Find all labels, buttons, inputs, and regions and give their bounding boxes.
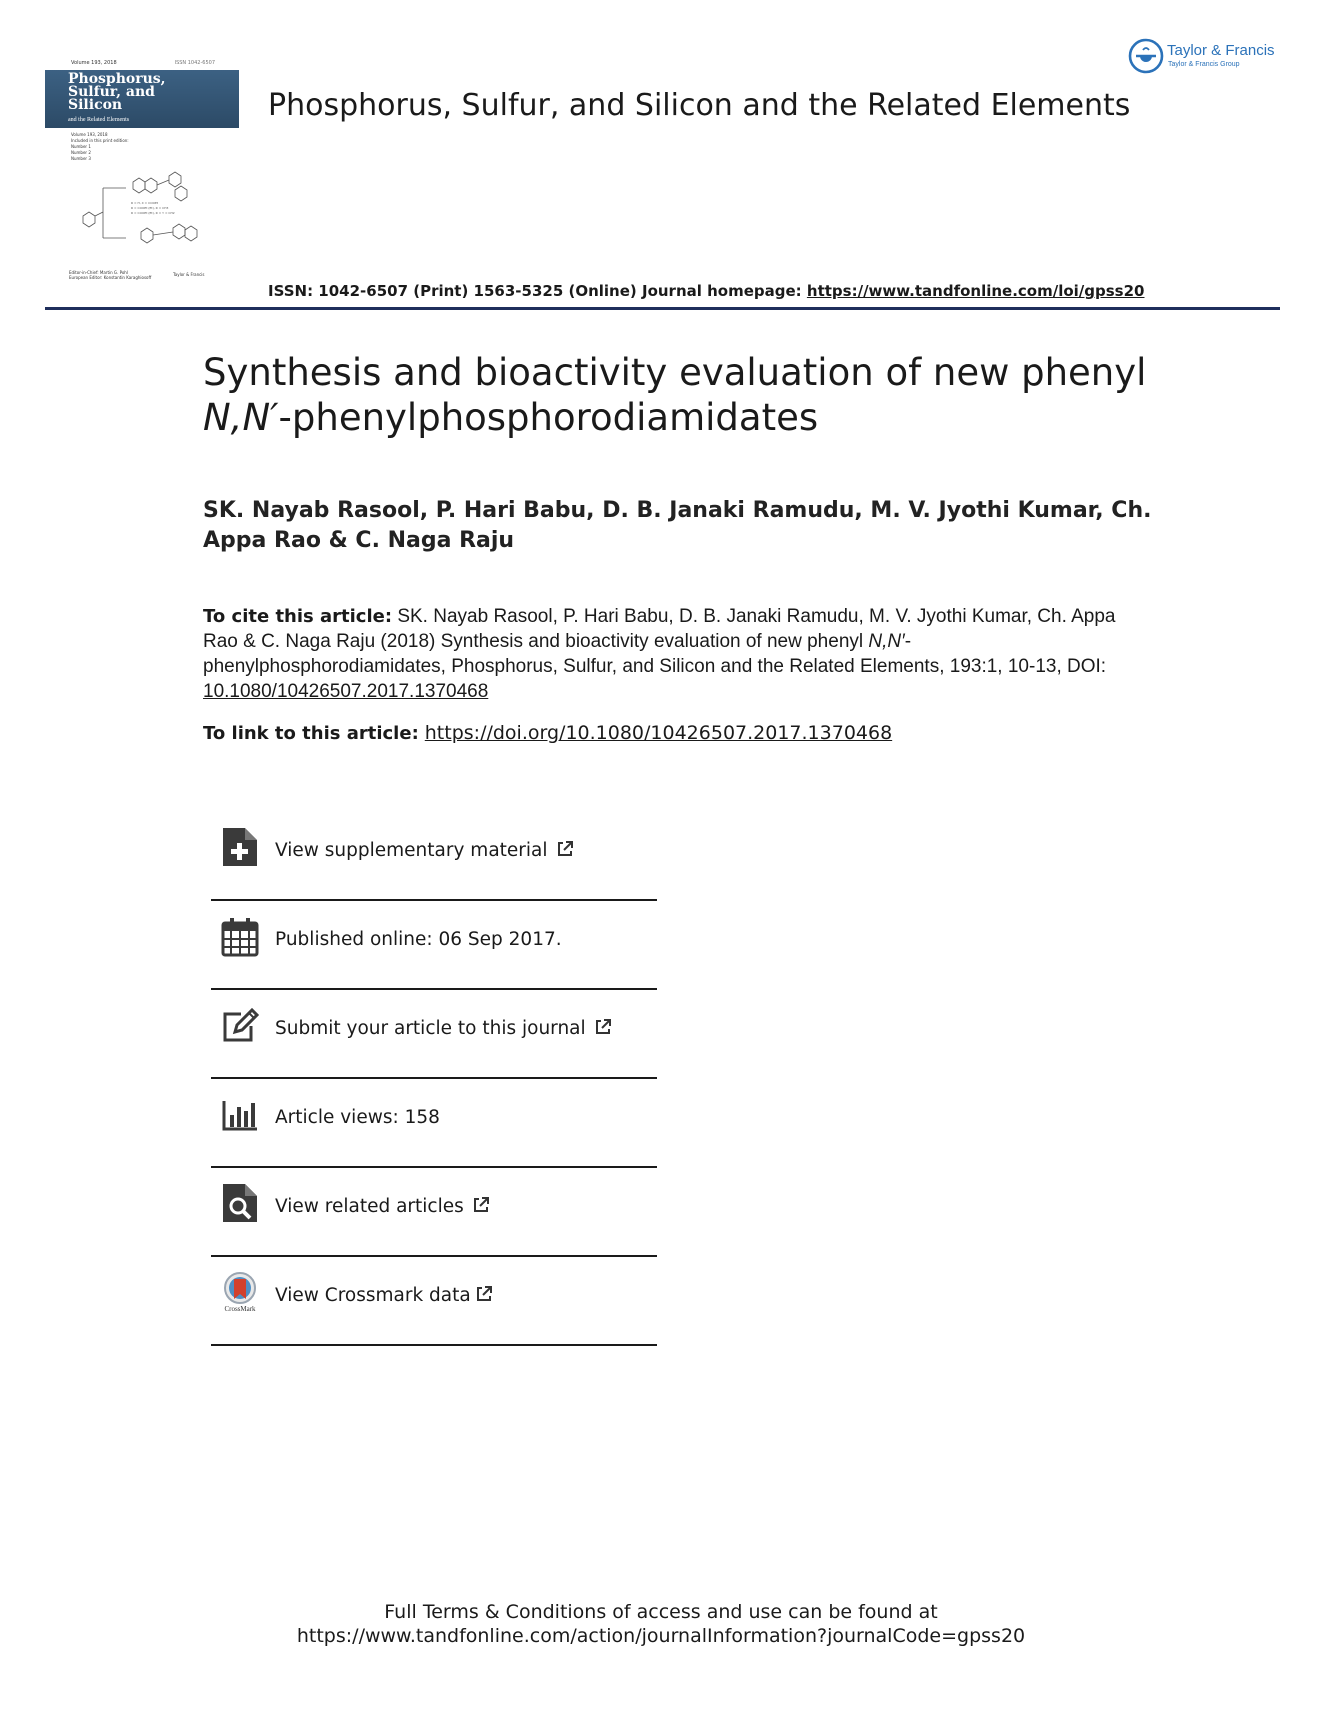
terms-url: https://www.tandfonline.com/action/journalInformation?journalCode=gpss20 (296, 1625, 1026, 1647)
calendar-icon (221, 915, 259, 957)
article-actions-list (211, 812, 657, 1346)
svg-text:R = COOEt (Et), R = CH3: R = COOEt (Et), R = CH3 (131, 206, 169, 210)
action-label: View related articles (275, 1196, 464, 1217)
action-label: View Crossmark data (275, 1285, 471, 1306)
terms-text: Full Terms & Conditions of access and use can be found at (384, 1601, 938, 1623)
search-file-icon (221, 1182, 259, 1224)
taylor-francis-logo[interactable] (1128, 38, 1288, 78)
cover-volume: Volume 193, 2018 (71, 60, 117, 66)
journal-homepage-link[interactable]: https://www.tandfonline.com/loi/gpss20 (806, 282, 1145, 300)
article-doi-link[interactable]: https://doi.org/10.1080/10426507.2017.1370468 (424, 722, 893, 744)
cover-subtitle: and the Related Elements (68, 117, 130, 123)
issn-text: ISSN: 1042-6507 (Print) 1563-5325 (Online) Journal homepage: (268, 282, 807, 300)
article-link-line (203, 722, 892, 744)
cover-publisher-mark: Taylor & Francis (173, 272, 205, 277)
submit-article-item[interactable] (211, 990, 657, 1079)
external-link-icon (594, 1018, 612, 1036)
external-link-icon (472, 1196, 490, 1214)
svg-text:R = H, X = COOEt: R = H, X = COOEt (131, 201, 159, 205)
citation-label: To cite this article: (203, 606, 393, 627)
cover-issn: ISSN 1042-6507 (174, 60, 215, 66)
cover-editors: Editor-in-Chief: Martin G. Pohl European Editor: Konstantin Karaghiosoff (69, 270, 152, 280)
cover-chemical-structures (71, 168, 221, 268)
journal-title: Phosphorus, Sulfur, and Silicon and the Related Elements (268, 88, 1131, 123)
crossmark-icon (221, 1271, 259, 1313)
published-online-item (211, 901, 657, 990)
terms-footer (0, 1600, 1322, 1648)
publisher-emblem-icon (1128, 38, 1164, 74)
article-authors: SK. Nayab Rasool, P. Hari Babu, D. B. Janaki Ramudu, M. V. Jyothi Kumar, Ch. Appa Rao & C. Naga Raju (203, 498, 1152, 553)
citation-block: To cite this article: SK. Nayab Rasool, P. Hari Babu, D. B. Janaki Ramudu, M. V. Jyothi Kumar, Ch. Appa Rao & C. Naga Raju (2018) Synthesis and bioactivity evaluation of new phenyl N,N′-phenylphosphorodiamidates, Phosphorus, Sulfur, and Silicon and the Related Elements, 193:1, 10-13, DOI: 10.1080/10426507.2017.1370468 (203, 606, 1116, 702)
action-label: View supplementary material (275, 840, 548, 861)
cover-title: Phosphorus, Sulfur, and Silicon (68, 71, 166, 113)
bar-chart-icon (221, 1093, 259, 1135)
citation-doi-link[interactable]: 10.1080/10426507.2017.1370468 (203, 681, 489, 702)
cover-contents: Volume 193, 2018 Included in this print edition: Number 1 Number 2 Number 3 (71, 132, 129, 161)
issn-line (268, 282, 1145, 300)
crossmark-caption: CrossMark (224, 1305, 256, 1313)
article-views-item (211, 1079, 657, 1168)
external-link-icon (475, 1285, 493, 1303)
edit-icon (221, 1004, 259, 1046)
publisher-name: Taylor & Francis (1167, 42, 1275, 59)
view-crossmark-item[interactable] (211, 1257, 657, 1346)
link-label: To link to this article: (203, 723, 419, 744)
svg-text:R = COOEt (Et), R = Y = CH2: R = COOEt (Et), R = Y = CH2 (131, 211, 175, 215)
header-rule (45, 307, 1280, 310)
view-supplementary-material-item[interactable] (211, 812, 657, 901)
file-plus-icon (221, 826, 259, 868)
journal-cover (45, 58, 239, 284)
cover-title-band (45, 70, 239, 128)
action-label: Article views: 158 (275, 1107, 440, 1128)
publisher-group: Taylor & Francis Group (1168, 61, 1240, 68)
view-related-articles-item[interactable] (211, 1168, 657, 1257)
action-label: Published online: 06 Sep 2017. (275, 929, 562, 950)
external-link-icon (556, 840, 574, 858)
action-label: Submit your article to this journal (275, 1018, 586, 1039)
article-title: Synthesis and bioactivity evaluation of new phenyl N,N′-phenylphosphorodiamidates (203, 351, 1147, 439)
